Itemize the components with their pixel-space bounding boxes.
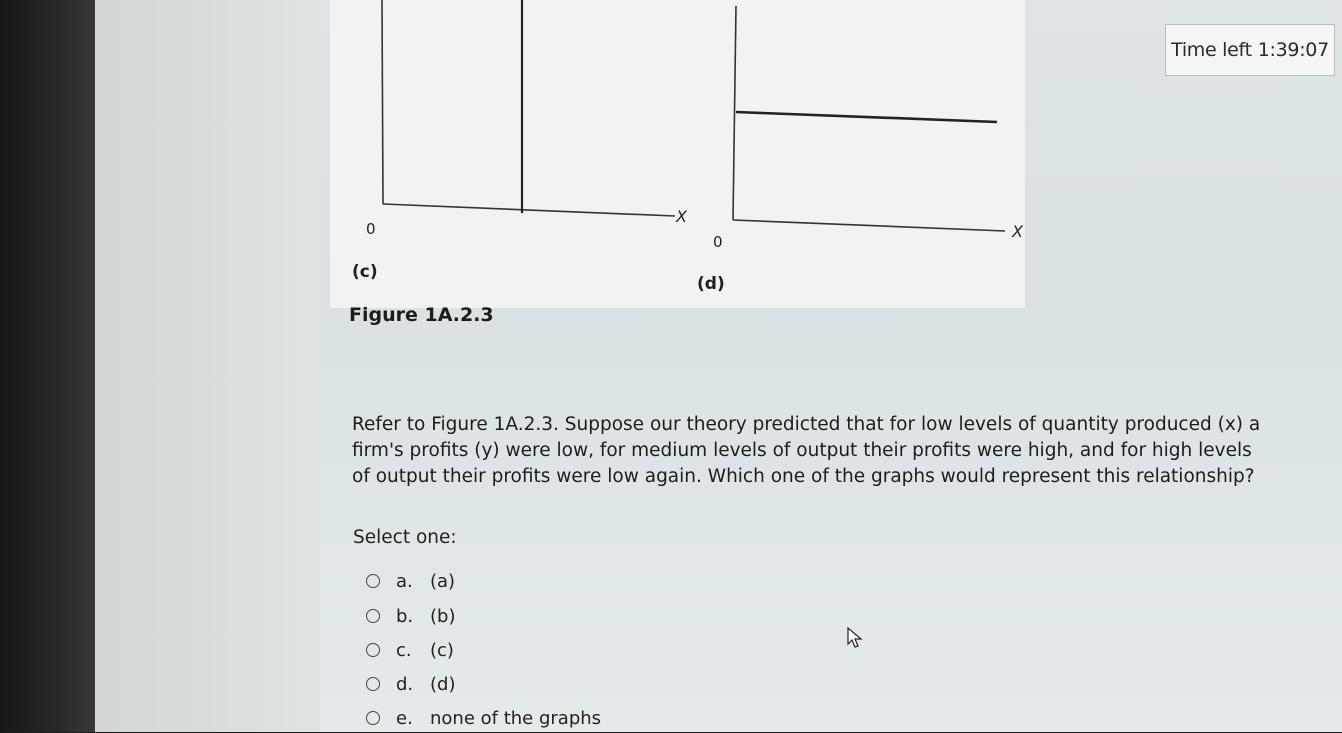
option-letter: b. (396, 605, 414, 627)
figure-caption: Figure 1A.2.3 (349, 304, 494, 326)
option-e[interactable] (366, 703, 601, 733)
graph-c-y-axis (382, 0, 383, 204)
option-label: none of the graphs (430, 707, 602, 729)
option-label: (c) (430, 639, 454, 661)
mouse-cursor-icon (846, 626, 866, 650)
option-c[interactable] (366, 635, 454, 665)
option-letter: d. (396, 673, 414, 695)
option-a[interactable] (366, 566, 455, 596)
graph-d-x-label: X (1012, 222, 1023, 241)
graph-d-origin: 0 (713, 233, 723, 251)
option-b[interactable] (366, 601, 455, 631)
radio-button[interactable] (366, 574, 380, 588)
option-label: (d) (430, 673, 456, 695)
time-left-box (1165, 24, 1335, 76)
option-letter: c. (396, 639, 412, 661)
question-text: Refer to Figure 1A.2.3. Suppose our theory predicted that for low levels of quantity produced (x) a firm's profits (y) were low, for medium levels of output their profits were high, and for high levels of output their profits were low again. Which one of the graphs would represent this relationship? (352, 414, 1261, 487)
graph-d-label: (d) (697, 274, 725, 294)
graph-c-label: (c) (352, 262, 378, 282)
graph-d-y-axis (733, 6, 736, 220)
radio-button[interactable] (366, 609, 380, 623)
option-letter: a. (396, 570, 413, 592)
graph-c-x-label: X (676, 207, 687, 226)
select-one-prompt: Select one: (353, 527, 457, 548)
graph-c-origin: 0 (366, 220, 376, 238)
graph-d-horizontal-line (736, 112, 997, 122)
radio-button[interactable] (366, 677, 380, 691)
option-d[interactable] (366, 669, 455, 699)
time-left-value: 1:39:07 (1257, 39, 1329, 61)
graph-c-x-axis (383, 204, 675, 216)
option-letter: e. (396, 707, 413, 729)
option-label: (a) (430, 570, 456, 592)
option-label: (b) (430, 605, 456, 627)
graph-d-x-axis (733, 220, 1005, 231)
radio-button[interactable] (366, 643, 380, 657)
radio-button[interactable] (366, 711, 380, 725)
time-left-label: Time left (1171, 39, 1252, 61)
